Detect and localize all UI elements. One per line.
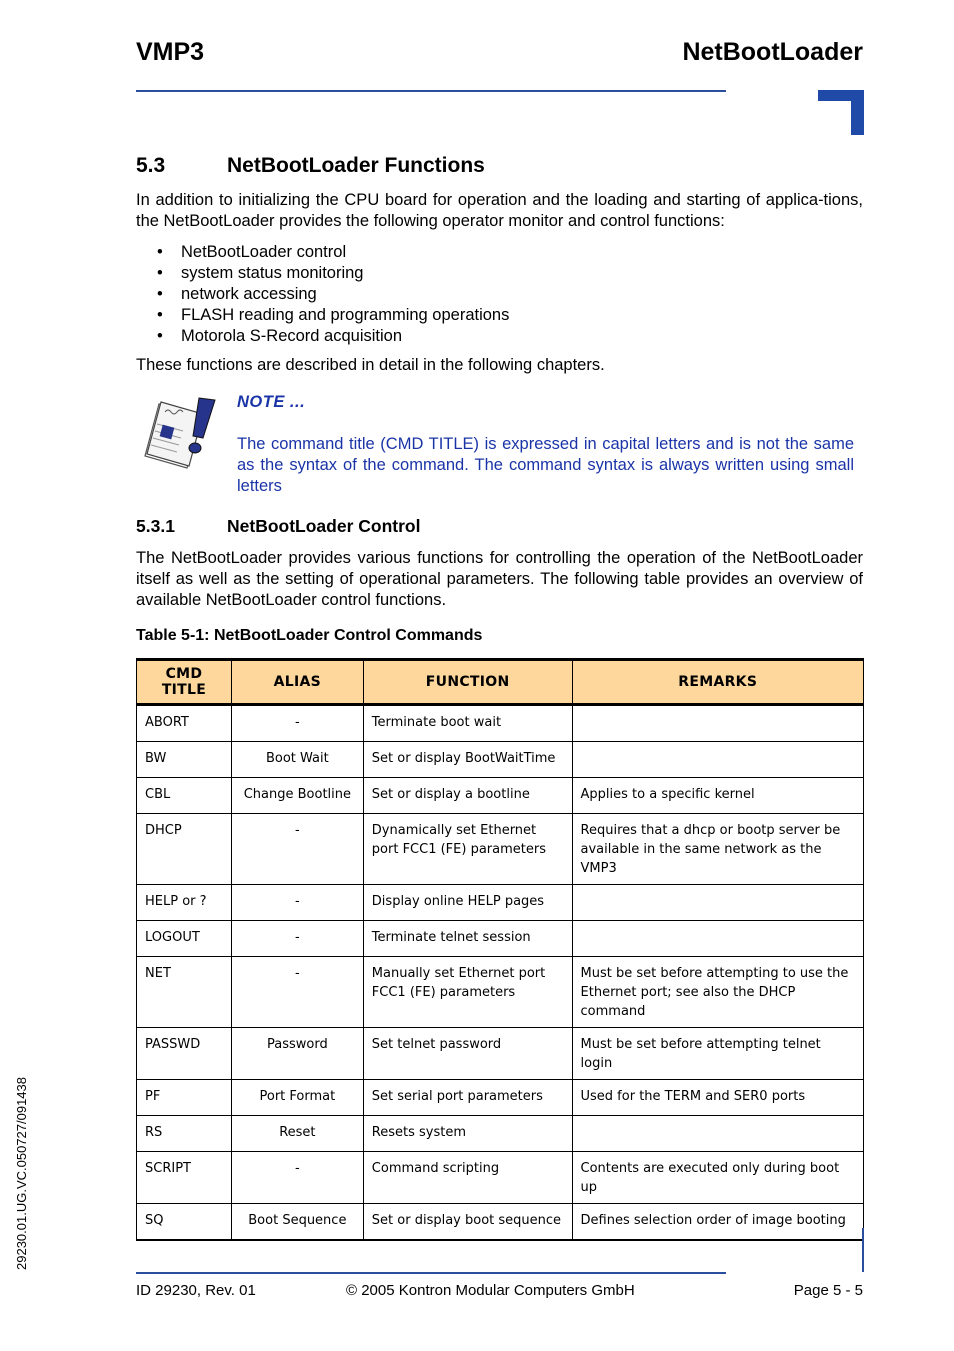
- remarks-cell: Must be set before attempting to use the Ethernet port; see also the DHCP command: [572, 957, 863, 1028]
- section-number: 5.3: [136, 154, 166, 177]
- list-item: • system status monitoring: [157, 264, 364, 282]
- alias-cell: Password: [231, 1028, 363, 1080]
- footer-page-number: Page 5 - 5: [793, 1282, 863, 1299]
- table-row: [137, 1204, 864, 1241]
- footer-document-id: ID 29230, Rev. 01: [136, 1282, 256, 1299]
- table-row: [137, 814, 864, 885]
- bullet-icon: •: [157, 327, 163, 345]
- footer-copyright: © 2005 Kontron Modular Computers GmbH: [346, 1282, 635, 1299]
- alias-cell: Boot Sequence: [231, 1204, 363, 1241]
- footer-corner-mark: [862, 1228, 864, 1272]
- bullet-icon: •: [157, 285, 163, 303]
- cmd-title-cell: SCRIPT: [137, 1152, 232, 1204]
- function-cell: Manually set Ethernet port FCC1 (FE) parameters: [363, 957, 572, 1028]
- remarks-cell: Must be set before attempting telnet login: [572, 1028, 863, 1080]
- function-cell: Set or display boot sequence: [363, 1204, 572, 1241]
- function-cell: Display online HELP pages: [363, 885, 572, 921]
- alias-cell: Reset: [231, 1116, 363, 1152]
- footer-rule: [136, 1272, 726, 1274]
- function-cell: Set telnet password: [363, 1028, 572, 1080]
- column-header-function: FUNCTION: [363, 660, 572, 705]
- table-row: [137, 1116, 864, 1152]
- cmd-title-cell: SQ: [137, 1204, 232, 1241]
- function-cell: Set serial port parameters: [363, 1080, 572, 1116]
- alias-cell: -: [231, 705, 363, 742]
- subsection-body: The NetBootLoader provides various functions for controlling the operation of the NetBootLoader itself as well as the setting of operational parameters. The following table provides an overview of available NetBootLoader control functions.: [136, 549, 863, 609]
- list-item: • Motorola S-Record acquisition: [157, 327, 403, 345]
- cmd-title-cell: DHCP: [137, 814, 232, 885]
- remarks-cell: [572, 705, 863, 742]
- cmd-title-cell: NET: [137, 957, 232, 1028]
- section-intro: In addition to initializing the CPU board for operation and the loading and starting of applica-tions, the NetBootLoader provides the following operator monitor and control functions:: [136, 191, 863, 230]
- remarks-cell: [572, 885, 863, 921]
- remarks-cell: [572, 742, 863, 778]
- remarks-cell: Defines selection order of image booting: [572, 1204, 863, 1241]
- subsection-number: 5.3.1: [136, 516, 175, 536]
- cmd-title-cell: PF: [137, 1080, 232, 1116]
- list-item: • network accessing: [157, 285, 317, 303]
- table-row: [137, 1080, 864, 1116]
- cmd-title-cell: ABORT: [137, 705, 232, 742]
- cmd-title-cell: PASSWD: [137, 1028, 232, 1080]
- list-item: • FLASH reading and programming operations: [157, 306, 510, 324]
- table-row: [137, 921, 864, 957]
- cmd-title-cell: LOGOUT: [137, 921, 232, 957]
- table-row: [137, 778, 864, 814]
- table-row: [137, 1028, 864, 1080]
- cmd-title-cell: RS: [137, 1116, 232, 1152]
- alias-cell: Port Format: [231, 1080, 363, 1116]
- cmd-title-cell: HELP or ?: [137, 885, 232, 921]
- remarks-cell: Used for the TERM and SER0 ports: [572, 1080, 863, 1116]
- header-chapter: NetBootLoader: [682, 38, 863, 66]
- cmd-title-cell: CBL: [137, 778, 232, 814]
- remarks-cell: Requires that a dhcp or bootp server be available in the same network as the VMP3: [572, 814, 863, 885]
- note-notepad-exclamation-icon: [143, 394, 219, 470]
- column-header-cmd-title: CMD TITLE: [137, 660, 232, 705]
- column-header-alias: ALIAS: [231, 660, 363, 705]
- header-product: VMP3: [136, 38, 205, 66]
- remarks-cell: Contents are executed only during boot up: [572, 1152, 863, 1204]
- alias-cell: -: [231, 921, 363, 957]
- list-item: • NetBootLoader control: [157, 243, 347, 261]
- function-cell: Terminate boot wait: [363, 705, 572, 742]
- section-title: NetBootLoader Functions: [227, 154, 485, 177]
- alias-cell: -: [231, 1152, 363, 1204]
- function-cell: Set or display BootWaitTime: [363, 742, 572, 778]
- bullet-icon: •: [157, 243, 163, 261]
- alias-cell: -: [231, 814, 363, 885]
- table-row: [137, 885, 864, 921]
- function-cell: Command scripting: [363, 1152, 572, 1204]
- remarks-cell: Applies to a specific kernel: [572, 778, 863, 814]
- function-cell: Set or display a bootline: [363, 778, 572, 814]
- table-row: [137, 742, 864, 778]
- note-body: The command title (CMD TITLE) is expressed in capital letters and is not the same as the syntax of the command. The command syntax is always written using small letters: [237, 435, 854, 495]
- table-row: [137, 1152, 864, 1204]
- note-heading: NOTE ...: [237, 393, 306, 411]
- table-row: [137, 705, 864, 742]
- alias-cell: Boot Wait: [231, 742, 363, 778]
- column-header-remarks: REMARKS: [572, 660, 863, 705]
- section-followup: These functions are described in detail in the following chapters.: [136, 356, 605, 374]
- function-list: [157, 242, 509, 347]
- header-rule: [136, 90, 726, 92]
- function-cell: Dynamically set Ethernet port FCC1 (FE) parameters: [363, 814, 572, 885]
- remarks-cell: [572, 1116, 863, 1152]
- alias-cell: -: [231, 885, 363, 921]
- bullet-icon: •: [157, 264, 163, 282]
- function-cell: Terminate telnet session: [363, 921, 572, 957]
- cmd-title-cell: BW: [137, 742, 232, 778]
- command-table: [136, 658, 864, 1241]
- table-header-row: [137, 660, 864, 705]
- subsection-title: NetBootLoader Control: [227, 516, 421, 536]
- alias-cell: -: [231, 957, 363, 1028]
- function-cell: Resets system: [363, 1116, 572, 1152]
- remarks-cell: [572, 921, 863, 957]
- bullet-icon: •: [157, 306, 163, 324]
- table-row: [137, 957, 864, 1028]
- alias-cell: Change Bootline: [231, 778, 363, 814]
- document-id-vertical: 29230.01.UG.VC.050727/091438: [14, 1077, 29, 1270]
- header-corner-mark-vertical: [851, 90, 864, 135]
- table-caption: Table 5-1: NetBootLoader Control Commands: [136, 627, 483, 644]
